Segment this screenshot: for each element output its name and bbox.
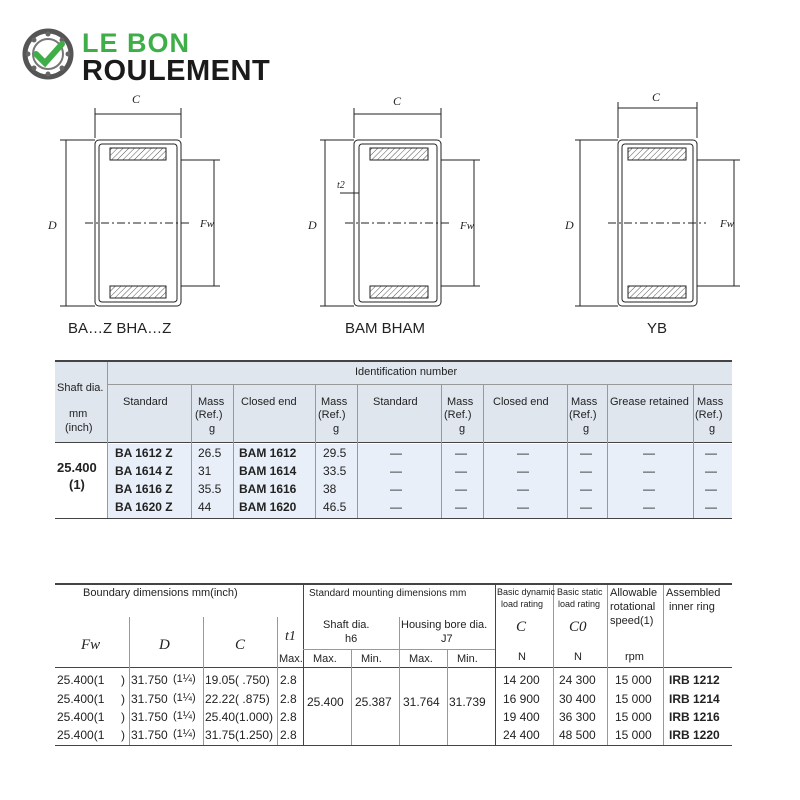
t2-r1-irb: IRB 1212 (669, 673, 720, 687)
t2-r4-dfrac: (1¼) (173, 728, 196, 740)
dash: — (643, 446, 655, 460)
col-mass-4a: Mass (571, 396, 598, 408)
dyn-header-2: load rating (501, 599, 544, 609)
t2-r1-t1: 2.8 (280, 673, 297, 687)
t2-r1-d: 31.750 (131, 673, 168, 687)
dash: — (517, 464, 529, 478)
housing-label: Housing bore dia. (401, 619, 488, 631)
inner-header-1: Assembled (666, 587, 721, 599)
t2-r2-c: 22.22( .875) (205, 692, 270, 706)
col-grease: Grease retained (610, 396, 689, 408)
shaft-max: Max. (313, 653, 337, 665)
t1-r3-m1: 35.5 (198, 482, 222, 496)
dash: — (643, 500, 655, 514)
t1-r4-m1: 44 (198, 500, 212, 514)
shaft-min: Min. (361, 653, 382, 665)
t2-r4-d: 31.750 (131, 728, 168, 742)
col-mass-2c: g (333, 423, 340, 435)
t1-r4-closed: BAM 1620 (239, 500, 297, 514)
d2-label-c: C (393, 94, 402, 108)
housing-min: Min. (457, 653, 478, 665)
d1-label-c: C (132, 92, 141, 106)
t2-r1-fw: 25.400(1 (57, 673, 105, 687)
shaft-inch: (1) (69, 477, 85, 492)
t1-r2-closed: BAM 1614 (239, 464, 297, 478)
dash: — (390, 482, 402, 496)
mounting-header: Standard mounting dimensions mm (309, 588, 467, 599)
d1-caption: BA…Z BHA…Z (68, 320, 172, 337)
t2-r4-irb: IRB 1220 (669, 728, 720, 742)
speed-header-1: Allowable (610, 587, 658, 599)
logo-line-2: ROULEMENT (82, 55, 271, 87)
t2-r1-c: 19.05( .750) (205, 673, 270, 687)
ident-header: Identification number (355, 366, 458, 378)
t2-r1-dfrac: (1¼) (173, 673, 196, 685)
mount-shaft-min: 25.387 (355, 695, 392, 709)
col-c0-stat: C0 (569, 619, 587, 635)
col-closed-1: Closed end (241, 396, 297, 408)
dash: — (517, 500, 529, 514)
t1-r4-m2: 46.5 (323, 500, 347, 514)
brand-logo (22, 28, 302, 88)
mount-shaft-max: 25.400 (307, 695, 344, 709)
d2-caption: BAM BHAM (345, 320, 426, 337)
col-mass-2b: (Ref.) (318, 409, 346, 421)
dash: — (580, 500, 592, 514)
col-mass-1a: Mass (198, 396, 225, 408)
col-mass-4b: (Ref.) (569, 409, 597, 421)
t2-r2-irb: IRB 1214 (669, 692, 720, 706)
d3-label-d: D (565, 218, 574, 232)
t2-r3-d: 31.750 (131, 710, 168, 724)
col-c: C (235, 637, 246, 653)
dash: — (455, 500, 467, 514)
dash: — (580, 464, 592, 478)
t2-r3-cs: 36 300 (559, 710, 596, 724)
d1-label-fw: Fw (200, 218, 215, 230)
t2-r3-cd: 19 400 (503, 710, 540, 724)
col-mass-3b: (Ref.) (444, 409, 472, 421)
col-standard-2: Standard (373, 396, 418, 408)
col-mass-5b: (Ref.) (695, 409, 723, 421)
dash: — (455, 482, 467, 496)
t2-r2-dfrac: (1¼) (173, 692, 196, 704)
t2-r4-c: 31.75(1.250) (205, 728, 274, 742)
t1-r2-m2: 33.5 (323, 464, 347, 478)
col-t1: t1 (285, 629, 296, 644)
t1-r3-std: BA 1616 Z (115, 482, 173, 496)
dash: — (580, 446, 592, 460)
t1-r1-m1: 26.5 (198, 446, 222, 460)
dash: — (643, 464, 655, 478)
boundary-header: Boundary dimensions mm(inch) (83, 587, 238, 599)
col-t1-max: Max. (279, 653, 303, 665)
t2-r4-cd: 24 400 (503, 728, 540, 742)
t2-r2-cd: 16 900 (503, 692, 540, 706)
shaft-header-2: mm (69, 408, 88, 420)
d3-caption: YB (647, 320, 668, 337)
t2-r3-fwc: ) (121, 710, 125, 724)
inner-header-2: inner ring (669, 601, 715, 613)
dash: — (580, 482, 592, 496)
dash: — (455, 446, 467, 460)
dash: — (390, 464, 402, 478)
d2-label-d: D (308, 218, 317, 232)
t2-r4-t1: 2.8 (280, 728, 297, 742)
shaft-header-3: (inch) (65, 422, 93, 434)
dash: — (390, 446, 402, 460)
t2-r4-rpm: 15 000 (615, 728, 652, 742)
dyn-header-1: Basic dynamic (497, 587, 556, 597)
speed-header-2: rotational (610, 601, 656, 613)
t1-r3-closed: BAM 1616 (239, 482, 297, 496)
t1-r4-std: BA 1620 Z (115, 500, 173, 514)
unit-n-dyn: N (518, 651, 526, 663)
unit-rpm: rpm (625, 651, 644, 663)
dash: — (455, 464, 467, 478)
t2-r2-rpm: 15 000 (615, 692, 652, 706)
col-d: D (159, 637, 170, 653)
t2-r1-rpm: 15 000 (615, 673, 652, 687)
bearing-diagrams (0, 90, 800, 350)
technical-drawings (0, 90, 800, 350)
t2-r4-fw: 25.400(1 (57, 728, 105, 742)
t2-r2-t1: 2.8 (280, 692, 297, 706)
diagram-ba-z (60, 108, 220, 306)
speed-header-3: speed(1) (610, 615, 654, 627)
t1-r3-m2: 38 (323, 482, 337, 496)
housing-max: Max. (409, 653, 433, 665)
t2-r3-dfrac: (1¼) (173, 710, 196, 722)
dash: — (705, 464, 717, 478)
dash: — (643, 482, 655, 496)
t1-r2-std: BA 1614 Z (115, 464, 173, 478)
logo-line-1: LE BON (82, 28, 191, 58)
t2-r2-fw: 25.400(1 (57, 692, 105, 706)
t2-r3-c: 25.40(1.000) (205, 710, 274, 724)
col-mass-3a: Mass (447, 396, 474, 408)
col-mass-5c: g (709, 423, 716, 435)
t2-r1-fwc: ) (121, 673, 125, 687)
dimensions-table (55, 583, 732, 746)
stat-header-2: load rating (558, 599, 601, 609)
diagram-bam (320, 108, 480, 306)
shaft-dia-label: Shaft dia. (323, 619, 370, 631)
dash: — (705, 482, 717, 496)
t2-r1-cd: 14 200 (503, 673, 540, 687)
t1-r2-m1: 31 (198, 464, 212, 478)
d2-label-t2: t2 (337, 180, 345, 191)
t1-r1-m2: 29.5 (323, 446, 347, 460)
col-mass-1b: (Ref.) (195, 409, 223, 421)
d3-label-fw: Fw (720, 218, 735, 230)
col-c-dyn: C (516, 619, 527, 635)
col-mass-3c: g (459, 423, 466, 435)
t2-r3-t1: 2.8 (280, 710, 297, 724)
identification-table (55, 360, 732, 520)
d2-label-fw: Fw (460, 220, 475, 232)
diagram-yb (575, 102, 740, 306)
mount-housing-min: 31.739 (449, 695, 486, 709)
stat-header-1: Basic static (557, 587, 603, 597)
dash: — (705, 446, 717, 460)
housing-tol: J7 (441, 633, 453, 645)
col-closed-2: Closed end (493, 396, 549, 408)
t1-r1-closed: BAM 1612 (239, 446, 297, 460)
d1-label-d: D (48, 218, 57, 232)
dash: — (517, 446, 529, 460)
dash: — (517, 482, 529, 496)
d3-label-c: C (652, 90, 661, 104)
shaft-dia-tol: h6 (345, 633, 358, 645)
t2-r2-cs: 30 400 (559, 692, 596, 706)
col-mass-1c: g (209, 423, 216, 435)
col-fw: Fw (81, 637, 101, 653)
col-standard-1: Standard (123, 396, 168, 408)
t2-r1-cs: 24 300 (559, 673, 596, 687)
col-mass-5a: Mass (697, 396, 724, 408)
bearing-check-icon (22, 28, 74, 80)
t1-r1-std: BA 1612 Z (115, 446, 173, 460)
t2-r2-fwc: ) (121, 692, 125, 706)
mount-housing-max: 31.764 (403, 695, 440, 709)
t2-r4-fwc: ) (121, 728, 125, 742)
t2-r3-irb: IRB 1216 (669, 710, 720, 724)
dash: — (705, 500, 717, 514)
col-mass-4c: g (583, 423, 590, 435)
t2-r3-fw: 25.400(1 (57, 710, 105, 724)
t2-r4-cs: 48 500 (559, 728, 596, 742)
t2-r3-rpm: 15 000 (615, 710, 652, 724)
t2-r2-d: 31.750 (131, 692, 168, 706)
unit-n-stat: N (574, 651, 582, 663)
shaft-header-1: Shaft dia. (57, 382, 104, 394)
dash: — (390, 500, 402, 514)
col-mass-2a: Mass (321, 396, 348, 408)
shaft-value: 25.400 (57, 460, 97, 475)
